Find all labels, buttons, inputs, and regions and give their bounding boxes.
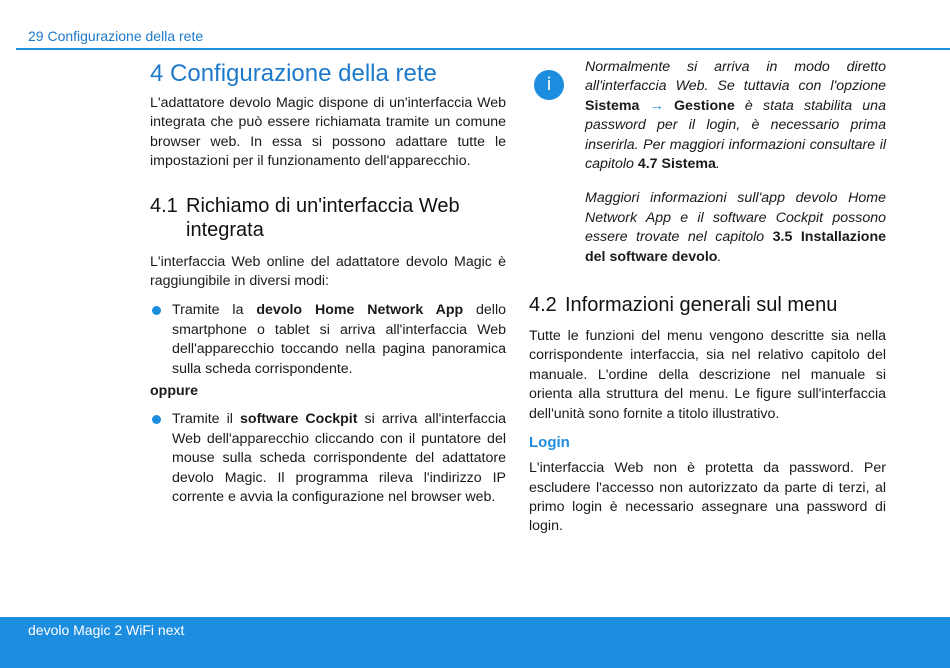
- login-heading: Login: [529, 434, 570, 452]
- info-note-text: Normalmente si arriva in modo diretto all'interfaccia Web. Se tuttavia con l'opzione Sistema → Gestione è stata stabilita una password per il login, è necessario prima inserirla. Per maggiori informazioni consultare il capitolo 4.7 Sistema.: [585, 59, 886, 173]
- list-item-text: Tramite il software Cockpit si arriva all'interfaccia Web dell'apparecchio cliccando con il puntatore del mouse sulla scheda corrispondente del adattatore devolo Magic. Il programma rileva l'indirizzo IP corrente e avvia la configurazione nel browser web.: [172, 411, 506, 506]
- section-number: 4.2: [529, 294, 557, 317]
- info-icon: i: [534, 70, 564, 100]
- section-title: Informazioni generali sul menu: [565, 294, 838, 317]
- left-column: [150, 58, 506, 508]
- section-4-2-heading: [529, 293, 886, 317]
- right-column: [529, 58, 886, 537]
- running-header: 29 Configurazione della rete: [28, 28, 204, 44]
- footer-bar: [0, 617, 950, 668]
- info-note: [529, 58, 886, 267]
- list-item: [150, 410, 506, 507]
- chapter-intro: L'adattatore devolo Magic dispone di un'interfaccia Web integrata che può essere richiamata tramite un comune browser web. In essa si possono adattare tutte le impostazioni per il funzionamento dell'apparecchio.: [150, 95, 506, 170]
- oppure-label: oppure: [150, 383, 199, 400]
- section-4-1-heading: [150, 194, 506, 242]
- section-4-2-text: Tutte le funzioni del menu vengono descritte sia nella corrispondente interfaccia, sia nel relativo capitolo del manuale. L'ordine della descrizione nel manuale si orienta alla struttura del menu. Le figure sull'interfaccia dell'unità sono fornite a titolo illustrativo.: [529, 328, 886, 422]
- chapter-title: 4 Configurazione della rete: [150, 60, 437, 87]
- footer-product: devolo Magic 2 WiFi next: [28, 622, 185, 638]
- list-item-text: Tramite la devolo Home Network App dello smartphone o tablet si arriva all'interfaccia Web dell'apparecchio toccando nella pagina panoramica sulla scheda corrispondente.: [172, 302, 507, 377]
- bullet-dot-icon: [152, 306, 161, 315]
- info-note-text-2: Maggiori informazioni sull'app devolo Home Network App e il software Cockpit possono essere trovate nel capitolo 3.5 Installazione del software devolo.: [585, 190, 887, 265]
- list-item: [150, 301, 506, 379]
- section-number: 4.1: [150, 194, 178, 217]
- bullet-dot-icon: [152, 415, 161, 424]
- arrow-right-icon: →: [649, 97, 664, 114]
- section-4-1-intro: L'interfaccia Web online del adattatore devolo Magic è raggiungibile in diversi modi:: [150, 253, 506, 290]
- login-text: L'interfaccia Web non è protetta da password. Per escludere l'accesso non autorizzato da parte di terzi, al primo login è necessario assegnare una password di login.: [529, 460, 886, 535]
- section-title: Richiamo di un'interfaccia Web integrata: [186, 194, 460, 241]
- header-rule: [16, 48, 950, 50]
